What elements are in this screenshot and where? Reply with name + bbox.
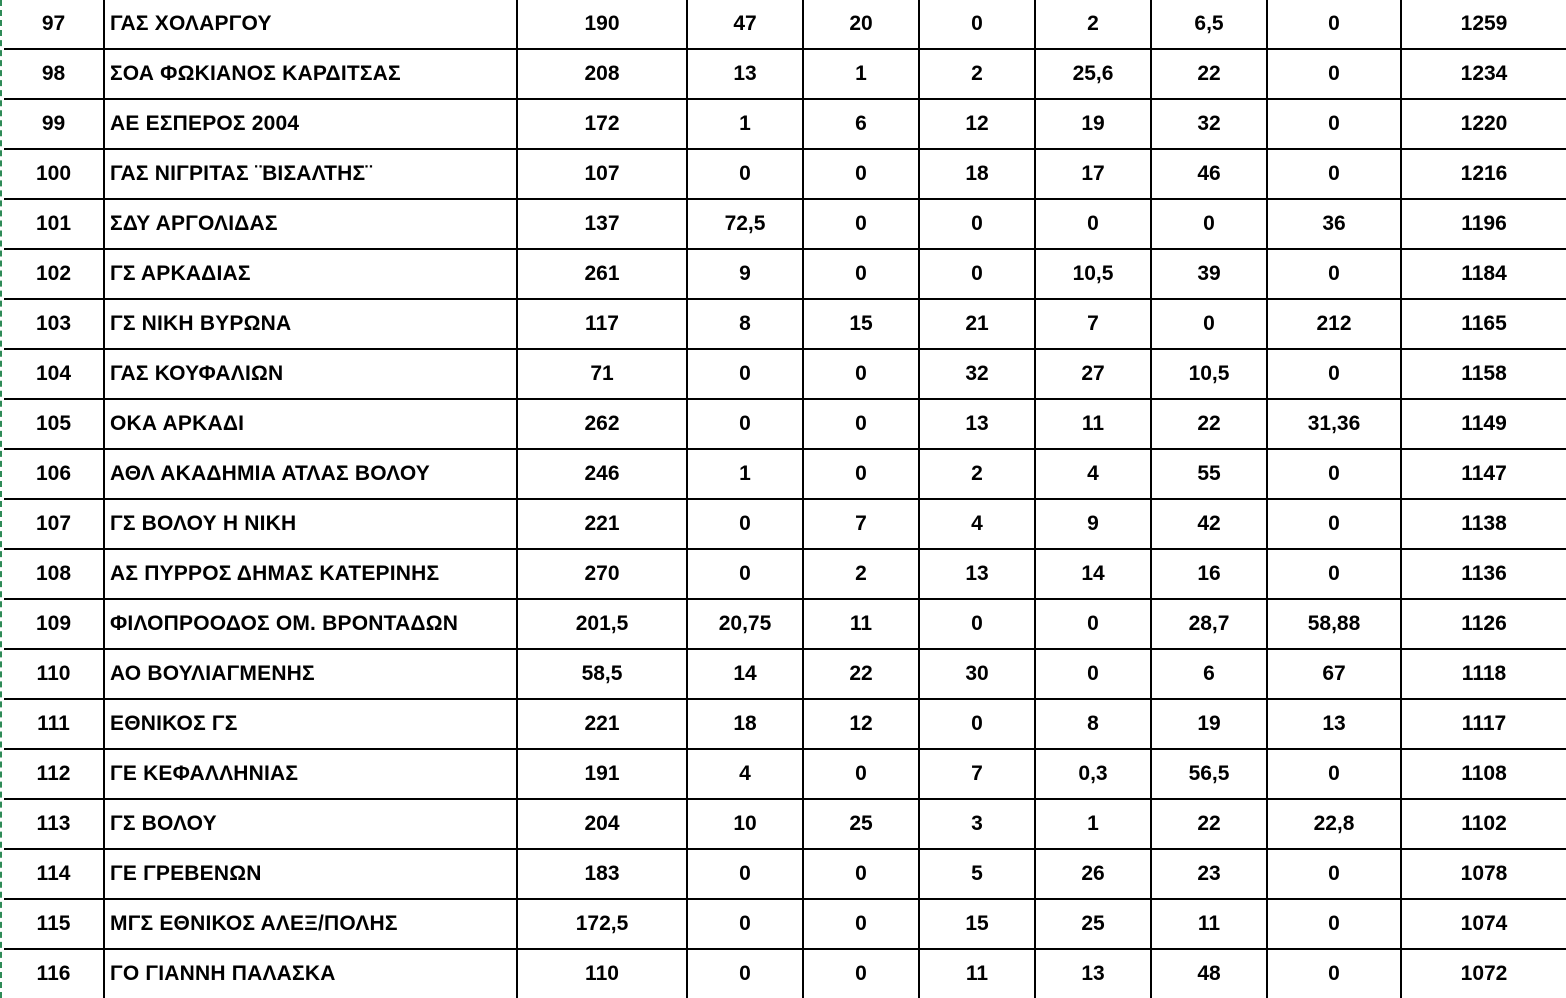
total-points-cell: 1138 <box>1401 499 1566 549</box>
club-name-cell: ΦΙΛΟΠΡΟΟΔΟΣ ΟΜ. ΒΡΟΝΤΑΔΩΝ <box>104 599 517 649</box>
score-cell-4: 0 <box>919 0 1035 49</box>
rank-cell: 106 <box>4 449 104 499</box>
score-cell-7: 0 <box>1267 149 1401 199</box>
total-points-cell: 1158 <box>1401 349 1566 399</box>
club-name-cell: ΓΕ ΚΕΦΑΛΛΗΝΙΑΣ <box>104 749 517 799</box>
rank-cell: 101 <box>4 199 104 249</box>
club-name-cell: ΑΣ ΠΥΡΡΟΣ ΔΗΜΑΣ ΚΑΤΕΡΙΝΗΣ <box>104 549 517 599</box>
total-points-cell: 1108 <box>1401 749 1566 799</box>
rank-cell: 112 <box>4 749 104 799</box>
score-cell-5: 7 <box>1035 299 1151 349</box>
score-cell-7: 31,36 <box>1267 399 1401 449</box>
score-cell-6: 19 <box>1151 699 1267 749</box>
score-cell-2: 1 <box>687 99 803 149</box>
club-name-cell: ΑΟ ΒΟΥΛΙΑΓΜΕΝΗΣ <box>104 649 517 699</box>
score-cell-5: 17 <box>1035 149 1151 199</box>
score-cell-4: 13 <box>919 399 1035 449</box>
table-row <box>4 499 1566 549</box>
club-name-cell: ΣΔΥ ΑΡΓΟΛΙΔΑΣ <box>104 199 517 249</box>
score-cell-5: 0,3 <box>1035 749 1151 799</box>
rank-cell: 103 <box>4 299 104 349</box>
score-cell-1: 117 <box>517 299 687 349</box>
score-cell-6: 0 <box>1151 299 1267 349</box>
table-row <box>4 49 1566 99</box>
score-cell-6: 22 <box>1151 399 1267 449</box>
score-cell-7: 36 <box>1267 199 1401 249</box>
score-cell-7: 212 <box>1267 299 1401 349</box>
score-cell-3: 0 <box>803 399 919 449</box>
score-cell-3: 0 <box>803 349 919 399</box>
score-cell-5: 25,6 <box>1035 49 1151 99</box>
score-cell-2: 1 <box>687 449 803 499</box>
table-row <box>4 399 1566 449</box>
score-cell-2: 4 <box>687 749 803 799</box>
score-cell-4: 32 <box>919 349 1035 399</box>
score-cell-7: 0 <box>1267 349 1401 399</box>
score-cell-4: 7 <box>919 749 1035 799</box>
score-cell-4: 11 <box>919 949 1035 998</box>
rank-cell: 115 <box>4 899 104 949</box>
rank-cell: 113 <box>4 799 104 849</box>
score-cell-1: 221 <box>517 499 687 549</box>
total-points-cell: 1220 <box>1401 99 1566 149</box>
score-cell-1: 190 <box>517 0 687 49</box>
score-cell-2: 14 <box>687 649 803 699</box>
total-points-cell: 1234 <box>1401 49 1566 99</box>
score-cell-2: 0 <box>687 399 803 449</box>
score-cell-4: 5 <box>919 849 1035 899</box>
score-cell-5: 0 <box>1035 599 1151 649</box>
score-cell-1: 71 <box>517 349 687 399</box>
club-name-cell: ΕΘΝΙΚΟΣ ΓΣ <box>104 699 517 749</box>
score-cell-7: 0 <box>1267 549 1401 599</box>
table-row <box>4 799 1566 849</box>
table-row <box>4 599 1566 649</box>
score-cell-2: 0 <box>687 499 803 549</box>
score-cell-2: 72,5 <box>687 199 803 249</box>
score-cell-5: 26 <box>1035 849 1151 899</box>
score-cell-5: 14 <box>1035 549 1151 599</box>
score-cell-6: 28,7 <box>1151 599 1267 649</box>
score-cell-3: 2 <box>803 549 919 599</box>
rank-cell: 107 <box>4 499 104 549</box>
score-cell-3: 15 <box>803 299 919 349</box>
score-cell-1: 172 <box>517 99 687 149</box>
score-cell-5: 10,5 <box>1035 249 1151 299</box>
club-name-cell: ΓΣ ΒΟΛΟΥ <box>104 799 517 849</box>
score-cell-2: 0 <box>687 149 803 199</box>
score-cell-3: 22 <box>803 649 919 699</box>
score-cell-5: 25 <box>1035 899 1151 949</box>
score-cell-5: 19 <box>1035 99 1151 149</box>
score-cell-5: 0 <box>1035 199 1151 249</box>
total-points-cell: 1078 <box>1401 849 1566 899</box>
rank-cell: 104 <box>4 349 104 399</box>
score-cell-1: 183 <box>517 849 687 899</box>
club-name-cell: ΑΘΛ ΑΚΑΔΗΜΙΑ ΑΤΛΑΣ ΒΟΛΟΥ <box>104 449 517 499</box>
score-cell-6: 42 <box>1151 499 1267 549</box>
score-cell-7: 0 <box>1267 249 1401 299</box>
score-cell-6: 48 <box>1151 949 1267 998</box>
table-row <box>4 249 1566 299</box>
score-cell-6: 22 <box>1151 799 1267 849</box>
score-cell-3: 20 <box>803 0 919 49</box>
score-cell-6: 10,5 <box>1151 349 1267 399</box>
score-cell-6: 39 <box>1151 249 1267 299</box>
score-cell-3: 25 <box>803 799 919 849</box>
score-cell-5: 9 <box>1035 499 1151 549</box>
rank-cell: 99 <box>4 99 104 149</box>
score-cell-5: 8 <box>1035 699 1151 749</box>
rank-cell: 110 <box>4 649 104 699</box>
score-cell-3: 0 <box>803 449 919 499</box>
score-cell-2: 18 <box>687 699 803 749</box>
total-points-cell: 1165 <box>1401 299 1566 349</box>
total-points-cell: 1259 <box>1401 0 1566 49</box>
score-cell-3: 0 <box>803 899 919 949</box>
club-name-cell: ΓΣ ΝΙΚΗ ΒΥΡΩΝΑ <box>104 299 517 349</box>
table-row <box>4 349 1566 399</box>
score-cell-7: 58,88 <box>1267 599 1401 649</box>
score-cell-3: 6 <box>803 99 919 149</box>
score-cell-6: 56,5 <box>1151 749 1267 799</box>
total-points-cell: 1149 <box>1401 399 1566 449</box>
score-cell-7: 0 <box>1267 949 1401 998</box>
score-cell-6: 32 <box>1151 99 1267 149</box>
score-cell-2: 8 <box>687 299 803 349</box>
club-name-cell: ΣΟΑ ΦΩΚΙΑΝΟΣ ΚΑΡΔΙΤΣΑΣ <box>104 49 517 99</box>
table-row <box>4 449 1566 499</box>
score-cell-6: 6,5 <box>1151 0 1267 49</box>
score-cell-2: 10 <box>687 799 803 849</box>
table-row <box>4 0 1566 49</box>
rank-cell: 105 <box>4 399 104 449</box>
club-name-cell: ΓΟ ΓΙΑΝΝΗ ΠΑΛΑΣΚΑ <box>104 949 517 998</box>
table-row <box>4 849 1566 899</box>
score-cell-2: 9 <box>687 249 803 299</box>
score-cell-6: 11 <box>1151 899 1267 949</box>
rank-cell: 109 <box>4 599 104 649</box>
score-cell-3: 1 <box>803 49 919 99</box>
score-cell-2: 13 <box>687 49 803 99</box>
score-cell-1: 221 <box>517 699 687 749</box>
score-cell-5: 11 <box>1035 399 1151 449</box>
total-points-cell: 1184 <box>1401 249 1566 299</box>
score-cell-4: 0 <box>919 249 1035 299</box>
score-cell-4: 0 <box>919 699 1035 749</box>
score-cell-6: 6 <box>1151 649 1267 699</box>
total-points-cell: 1072 <box>1401 949 1566 998</box>
club-name-cell: ΓΑΣ ΚΟΥΦΑΛΙΩΝ <box>104 349 517 399</box>
table-row <box>4 899 1566 949</box>
score-cell-4: 30 <box>919 649 1035 699</box>
club-name-cell: ΓΣ ΑΡΚΑΔΙΑΣ <box>104 249 517 299</box>
rank-cell: 111 <box>4 699 104 749</box>
score-cell-7: 67 <box>1267 649 1401 699</box>
club-name-cell: ΓΕ ΓΡΕΒΕΝΩΝ <box>104 849 517 899</box>
score-cell-6: 16 <box>1151 549 1267 599</box>
total-points-cell: 1102 <box>1401 799 1566 849</box>
score-cell-5: 2 <box>1035 0 1151 49</box>
score-cell-1: 270 <box>517 549 687 599</box>
total-points-cell: 1118 <box>1401 649 1566 699</box>
score-cell-4: 12 <box>919 99 1035 149</box>
score-cell-3: 0 <box>803 849 919 899</box>
club-ranking-table <box>4 0 1566 998</box>
rank-cell: 97 <box>4 0 104 49</box>
score-cell-4: 0 <box>919 199 1035 249</box>
score-cell-4: 13 <box>919 549 1035 599</box>
table-row <box>4 99 1566 149</box>
score-cell-2: 0 <box>687 899 803 949</box>
score-cell-4: 4 <box>919 499 1035 549</box>
score-cell-7: 0 <box>1267 49 1401 99</box>
score-cell-2: 47 <box>687 0 803 49</box>
score-cell-6: 22 <box>1151 49 1267 99</box>
score-cell-6: 46 <box>1151 149 1267 199</box>
club-name-cell: ΑΕ ΕΣΠΕΡΟΣ 2004 <box>104 99 517 149</box>
total-points-cell: 1196 <box>1401 199 1566 249</box>
total-points-cell: 1216 <box>1401 149 1566 199</box>
score-cell-1: 172,5 <box>517 899 687 949</box>
score-cell-5: 27 <box>1035 349 1151 399</box>
table-row <box>4 149 1566 199</box>
table-row <box>4 699 1566 749</box>
rank-cell: 114 <box>4 849 104 899</box>
score-cell-2: 0 <box>687 949 803 998</box>
score-cell-1: 261 <box>517 249 687 299</box>
score-cell-6: 23 <box>1151 849 1267 899</box>
score-cell-1: 246 <box>517 449 687 499</box>
club-name-cell: ΜΓΣ ΕΘΝΙΚΟΣ ΑΛΕΞ/ΠΟΛΗΣ <box>104 899 517 949</box>
score-cell-3: 0 <box>803 249 919 299</box>
score-cell-2: 0 <box>687 849 803 899</box>
score-cell-1: 191 <box>517 749 687 799</box>
score-cell-1: 262 <box>517 399 687 449</box>
score-cell-4: 3 <box>919 799 1035 849</box>
score-cell-7: 0 <box>1267 449 1401 499</box>
total-points-cell: 1147 <box>1401 449 1566 499</box>
score-cell-1: 107 <box>517 149 687 199</box>
score-cell-4: 2 <box>919 49 1035 99</box>
score-cell-1: 137 <box>517 199 687 249</box>
score-cell-2: 20,75 <box>687 599 803 649</box>
score-cell-3: 0 <box>803 199 919 249</box>
score-cell-7: 0 <box>1267 849 1401 899</box>
total-points-cell: 1074 <box>1401 899 1566 949</box>
score-cell-3: 12 <box>803 699 919 749</box>
rank-cell: 102 <box>4 249 104 299</box>
total-points-cell: 1126 <box>1401 599 1566 649</box>
club-name-cell: ΓΣ ΒΟΛΟΥ Η ΝΙΚΗ <box>104 499 517 549</box>
score-cell-4: 15 <box>919 899 1035 949</box>
table-row <box>4 649 1566 699</box>
rank-cell: 116 <box>36 962 71 985</box>
total-points-cell: 1117 <box>1401 699 1566 749</box>
club-name-cell: ΟΚΑ ΑΡΚΑΔΙ <box>104 399 517 449</box>
rank-cell: 100 <box>4 149 104 199</box>
score-cell-7: 0 <box>1267 749 1401 799</box>
score-cell-1: 201,5 <box>517 599 687 649</box>
table-row <box>4 199 1566 249</box>
score-cell-7: 0 <box>1267 499 1401 549</box>
club-name-cell: ΓΑΣ ΝΙΓΡΙΤΑΣ ¨ΒΙΣΑΛΤΗΣ¨ <box>104 149 517 199</box>
score-cell-3: 11 <box>803 599 919 649</box>
score-cell-7: 0 <box>1267 99 1401 149</box>
table-row <box>4 549 1566 599</box>
score-cell-7: 13 <box>1267 699 1401 749</box>
score-cell-3: 0 <box>803 949 919 998</box>
score-cell-3: 0 <box>803 149 919 199</box>
table-row <box>4 949 1566 998</box>
score-cell-7: 0 <box>1267 899 1401 949</box>
score-cell-1: 58,5 <box>517 649 687 699</box>
score-cell-5: 13 <box>1035 949 1151 998</box>
total-points-cell: 1136 <box>1401 549 1566 599</box>
score-cell-2: 0 <box>687 349 803 399</box>
score-cell-7: 0 <box>1267 0 1401 49</box>
score-cell-6: 55 <box>1151 449 1267 499</box>
score-cell-5: 1 <box>1035 799 1151 849</box>
score-cell-3: 0 <box>803 749 919 799</box>
score-cell-5: 0 <box>1035 649 1151 699</box>
score-cell-1: 204 <box>517 799 687 849</box>
score-cell-4: 21 <box>919 299 1035 349</box>
table-body <box>4 0 1566 998</box>
score-cell-3: 7 <box>803 499 919 549</box>
rank-cell: 98 <box>4 49 104 99</box>
score-cell-1: 110 <box>517 949 687 998</box>
club-name-cell: ΓΑΣ ΧΟΛΑΡΓΟΥ <box>104 0 517 49</box>
score-cell-4: 0 <box>919 599 1035 649</box>
score-cell-5: 4 <box>1035 449 1151 499</box>
table-row <box>4 299 1566 349</box>
score-cell-4: 2 <box>919 449 1035 499</box>
score-cell-7: 22,8 <box>1267 799 1401 849</box>
table-row <box>4 749 1566 799</box>
rank-cell: 108 <box>4 549 104 599</box>
score-cell-4: 18 <box>919 149 1035 199</box>
score-cell-1: 208 <box>517 49 687 99</box>
score-cell-2: 0 <box>687 549 803 599</box>
page-margin-border <box>0 0 2 998</box>
score-cell-6: 0 <box>1151 199 1267 249</box>
